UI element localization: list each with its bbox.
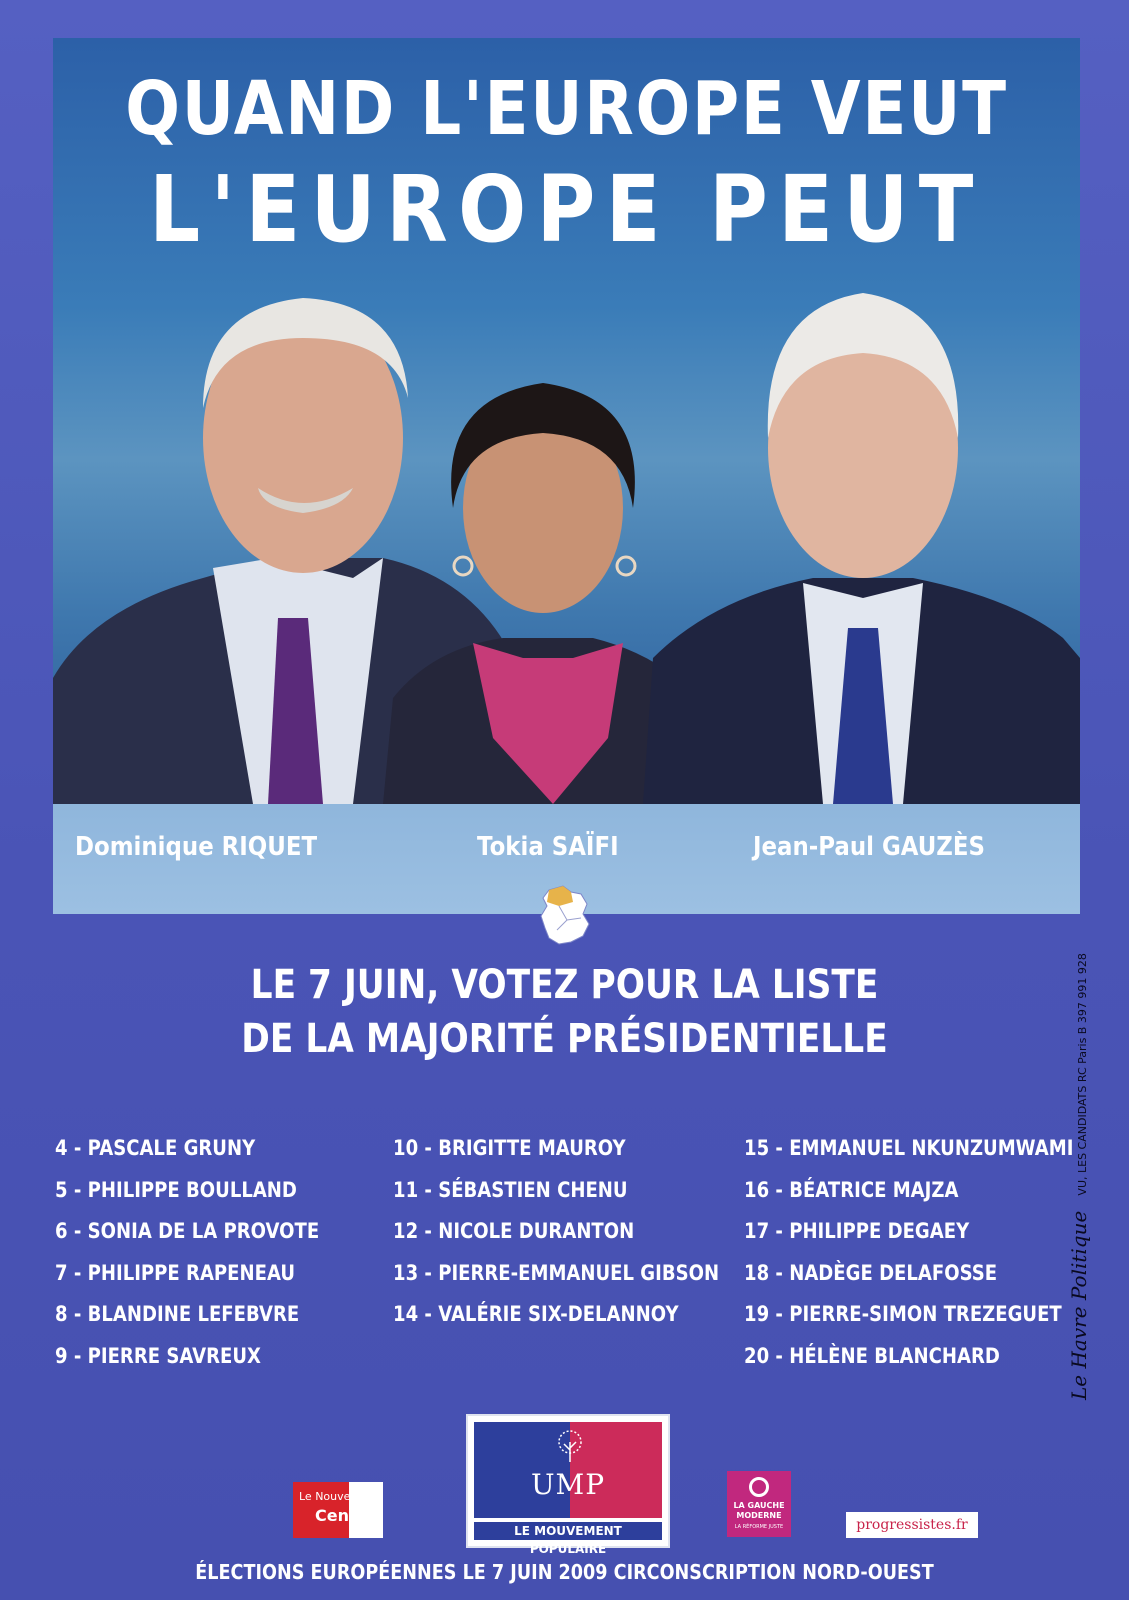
candidate-name-riquet: Dominique RIQUET xyxy=(75,832,318,862)
nouveau-centre-line-2: Centre xyxy=(315,1506,376,1525)
list-item: 18 - NADÈGE DELAFOSSE xyxy=(744,1260,998,1285)
list-item: 16 - BÉATRICE MAJZA xyxy=(744,1177,959,1202)
candidate-name-gauzes: Jean-Paul GAUZÈS xyxy=(753,832,986,862)
list-item: 9 - PIERRE SAVREUX xyxy=(55,1343,261,1368)
france-map-icon xyxy=(537,884,593,948)
publisher-credit: Le Havre Politique xyxy=(1067,1210,1091,1400)
candidate-list-column-1 xyxy=(55,1128,362,1377)
ump-name: UMP xyxy=(530,1468,606,1501)
vote-call-line-2: DE LA MAJORITÉ PRÉSIDENTIELLE xyxy=(241,1016,888,1062)
headline-line-1: QUAND L'EUROPE VEUT xyxy=(125,66,1008,152)
gauche-moderne-logo xyxy=(727,1471,791,1537)
gauche-moderne-line-1: LA GAUCHE xyxy=(733,1501,785,1510)
candidates-photo xyxy=(53,38,1080,804)
list-item: 17 - PHILIPPE DEGAEY xyxy=(744,1219,970,1243)
list-item: 15 - EMMANUEL NKUNZUMWAMI xyxy=(744,1136,1074,1160)
gauche-moderne-line-2: MODERNE xyxy=(736,1511,782,1520)
ump-logo xyxy=(466,1414,670,1556)
vote-call-line-1: LE 7 JUIN, VOTEZ POUR LA LISTE xyxy=(250,962,879,1008)
list-item: 7 - PHILIPPE RAPENEAU xyxy=(55,1260,296,1285)
list-item: 5 - PHILIPPE BOULLAND xyxy=(55,1177,297,1202)
legal-notice: VU, LES CANDIDATS RC Paris B 397 991 928 xyxy=(1076,953,1089,1196)
list-item: 10 - BRIGITTE MAUROY xyxy=(393,1136,626,1160)
candidates-photo-panel xyxy=(53,38,1080,804)
list-item: 8 - BLANDINE LEFEBVRE xyxy=(55,1302,300,1326)
list-item: 11 - SÉBASTIEN CHENU xyxy=(393,1177,628,1202)
nouveau-centre-logo xyxy=(293,1482,383,1538)
footer-election-info: ÉLECTIONS EUROPÉENNES LE 7 JUIN 2009 CIRCONSCRIPTION NORD-OUEST xyxy=(195,1560,934,1584)
ump-tagline: LE MOUVEMENT POPULAIRE xyxy=(474,1522,662,1540)
tree-icon xyxy=(552,1430,588,1464)
list-item: 13 - PIERRE-EMMANUEL GIBSON xyxy=(393,1260,720,1285)
candidate-portrait-right xyxy=(643,293,1080,804)
list-item: 20 - HÉLÈNE BLANCHARD xyxy=(744,1343,1000,1368)
gauche-moderne-tagline: LA RÉFORME JUSTE xyxy=(734,1524,784,1530)
list-item: 12 - NICOLE DURANTON xyxy=(393,1219,635,1243)
list-item: 6 - SONIA DE LA PROVOTE xyxy=(55,1219,320,1243)
list-item: 14 - VALÉRIE SIX-DELANNOY xyxy=(393,1302,679,1326)
nouveau-centre-line-1: Le Nouveau xyxy=(299,1490,365,1503)
circle-icon xyxy=(749,1477,769,1497)
side-credit xyxy=(1067,953,1091,1400)
candidate-name-saifi: Tokia SAÏFI xyxy=(477,832,619,862)
list-item: 19 - PIERRE-SIMON TREZEGUET xyxy=(744,1302,1062,1326)
progressistes-logo: progressistes.fr xyxy=(846,1512,978,1538)
list-item: 4 - PASCALE GRUNY xyxy=(55,1136,256,1160)
headline-line-2: L'EUROPE PEUT xyxy=(149,156,984,263)
candidate-list-column-2 xyxy=(393,1128,772,1336)
